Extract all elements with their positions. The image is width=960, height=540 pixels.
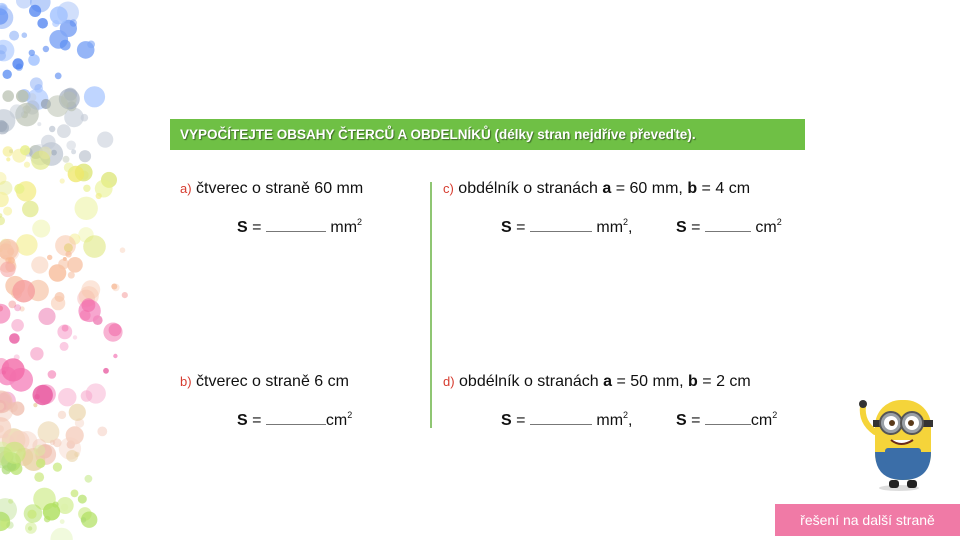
bubble bbox=[77, 41, 95, 59]
equals: = bbox=[686, 412, 705, 429]
comma: , bbox=[628, 412, 633, 429]
answer-blank-mm[interactable] bbox=[530, 412, 592, 425]
unit: mm bbox=[596, 412, 624, 429]
side-a-label: a bbox=[602, 180, 612, 197]
unit: cm bbox=[755, 219, 777, 236]
bubble bbox=[58, 259, 69, 270]
equals: = bbox=[511, 412, 530, 429]
bubble bbox=[24, 162, 30, 168]
bubble bbox=[2, 358, 25, 381]
bubble bbox=[64, 163, 74, 173]
bubble bbox=[43, 503, 60, 520]
equals: = bbox=[247, 412, 266, 429]
unit-exponent: 2 bbox=[623, 217, 629, 227]
unit-exponent: 2 bbox=[772, 410, 778, 420]
bubble bbox=[109, 324, 122, 337]
bubble bbox=[50, 440, 55, 445]
bubble bbox=[29, 50, 35, 56]
bubble bbox=[66, 426, 84, 444]
side-b-label: b bbox=[687, 180, 698, 197]
bubble bbox=[112, 284, 120, 292]
bubble bbox=[66, 450, 78, 462]
bubble bbox=[67, 257, 83, 273]
instruction-banner: VYPOČÍTEJTE OBSAHY ČTERCŮ A OBDELNÍKŮ (délky stran nejdříve převeďte). bbox=[170, 119, 805, 150]
unit: cm bbox=[750, 412, 773, 429]
bubble bbox=[50, 6, 68, 24]
bubble bbox=[3, 70, 12, 79]
minion-illustration bbox=[855, 392, 940, 492]
bubble bbox=[12, 280, 35, 303]
answer-blank[interactable] bbox=[266, 219, 326, 232]
equals: = bbox=[511, 219, 530, 236]
bubble bbox=[16, 90, 29, 103]
bubble bbox=[48, 370, 57, 379]
task-b bbox=[180, 373, 349, 391]
bubble bbox=[30, 347, 43, 360]
bubble bbox=[51, 150, 57, 156]
bubble bbox=[86, 383, 106, 403]
bubble bbox=[37, 122, 41, 126]
bubble bbox=[3, 207, 12, 216]
bubble bbox=[6, 521, 13, 528]
bubble bbox=[33, 385, 53, 405]
bubble bbox=[60, 40, 71, 51]
bubble bbox=[62, 325, 69, 332]
answer-blank-mm[interactable] bbox=[530, 219, 592, 232]
bubble bbox=[97, 427, 107, 437]
bubble bbox=[81, 280, 100, 299]
task-text: čtverec o straně 60 mm bbox=[196, 180, 364, 197]
task-letter: a) bbox=[180, 181, 192, 196]
bubble bbox=[8, 257, 15, 264]
bubble bbox=[11, 319, 24, 332]
bubble bbox=[0, 262, 16, 278]
bubble bbox=[33, 403, 37, 407]
bubble bbox=[14, 304, 21, 311]
bubble bbox=[30, 77, 43, 90]
bubble bbox=[78, 495, 87, 504]
bubble-decoration bbox=[0, 0, 150, 540]
bubble bbox=[22, 201, 39, 218]
bubble bbox=[83, 185, 90, 192]
bubble bbox=[36, 459, 45, 468]
bubble bbox=[65, 251, 71, 257]
bubble bbox=[60, 519, 65, 524]
bubble bbox=[14, 184, 24, 194]
comma: , bbox=[628, 219, 633, 236]
answer-a bbox=[237, 217, 362, 237]
bubble bbox=[81, 517, 87, 523]
bubble bbox=[37, 18, 48, 29]
bubble bbox=[80, 310, 91, 321]
bubble bbox=[53, 463, 62, 472]
bubble bbox=[28, 54, 40, 66]
bubble bbox=[79, 150, 91, 162]
bubble bbox=[70, 19, 77, 26]
task-a bbox=[180, 180, 363, 198]
unit-exponent: 2 bbox=[357, 217, 363, 227]
task-letter: b) bbox=[180, 374, 192, 389]
bubble bbox=[71, 490, 79, 498]
bubble bbox=[103, 368, 109, 374]
bubble bbox=[66, 141, 76, 151]
bubble bbox=[10, 104, 24, 118]
bubble bbox=[25, 522, 37, 534]
bubble bbox=[55, 235, 76, 256]
bubble bbox=[49, 126, 55, 132]
bubble bbox=[2, 90, 14, 102]
bubble bbox=[55, 73, 62, 80]
bubble bbox=[6, 157, 10, 161]
task-text: čtverec o straně 6 cm bbox=[196, 373, 349, 390]
answer-d bbox=[501, 410, 632, 430]
bubble bbox=[69, 404, 86, 421]
bubble bbox=[85, 475, 93, 483]
bubble bbox=[34, 472, 44, 482]
task-d bbox=[443, 373, 751, 391]
bubble bbox=[43, 46, 49, 52]
bubble bbox=[83, 235, 106, 258]
bubble bbox=[75, 197, 98, 220]
task-letter: d) bbox=[443, 374, 455, 389]
bubble bbox=[82, 298, 96, 312]
area-label: S bbox=[676, 412, 687, 429]
side-a-value: = 60 mm, bbox=[611, 180, 688, 197]
area-label: S bbox=[237, 412, 248, 429]
task-c bbox=[443, 180, 750, 198]
bubble bbox=[22, 32, 28, 38]
bubble bbox=[9, 31, 19, 41]
bubble bbox=[81, 114, 89, 122]
bubble bbox=[29, 5, 41, 17]
unit-exponent: 2 bbox=[776, 217, 782, 227]
area-label: S bbox=[237, 219, 248, 236]
bubble bbox=[0, 216, 5, 225]
bubble bbox=[122, 292, 128, 298]
answer-b bbox=[237, 410, 352, 430]
bubble bbox=[84, 86, 105, 107]
bubble bbox=[97, 132, 113, 148]
side-b-value: = 2 cm bbox=[697, 373, 751, 390]
answer-blank[interactable] bbox=[266, 412, 326, 425]
area-label: S bbox=[676, 219, 687, 236]
unit: mm bbox=[596, 219, 624, 236]
task-text: obdélník o stranách bbox=[458, 180, 603, 197]
bubble bbox=[63, 156, 70, 163]
bubble bbox=[60, 178, 65, 183]
equals: = bbox=[686, 219, 705, 236]
bubble bbox=[32, 220, 50, 238]
unit: cm bbox=[325, 412, 348, 429]
bubble bbox=[68, 272, 75, 279]
equals: = bbox=[247, 219, 266, 236]
side-a-label: a bbox=[603, 373, 613, 390]
side-b-value: = 4 cm bbox=[697, 180, 751, 197]
bubble bbox=[4, 442, 26, 464]
bubble bbox=[47, 255, 52, 260]
bubble bbox=[3, 146, 14, 157]
answer-blank-cm[interactable] bbox=[705, 412, 751, 425]
area-label: S bbox=[501, 412, 512, 429]
bubble bbox=[57, 124, 71, 138]
bubble bbox=[27, 510, 36, 519]
bubble bbox=[16, 0, 32, 9]
bubble bbox=[50, 528, 72, 540]
bubble bbox=[0, 498, 17, 521]
bubble bbox=[95, 180, 113, 198]
bubble bbox=[58, 388, 76, 406]
answer-c-cm bbox=[676, 217, 782, 237]
bubble bbox=[34, 445, 45, 456]
bubble bbox=[39, 147, 52, 160]
answer-blank-cm[interactable] bbox=[705, 219, 751, 232]
unit-exponent: 2 bbox=[347, 410, 353, 420]
bubble bbox=[9, 333, 20, 344]
bubble bbox=[28, 93, 36, 101]
bubble bbox=[61, 92, 77, 108]
bubble bbox=[60, 342, 69, 351]
side-b-label: b bbox=[688, 373, 698, 390]
bubble bbox=[51, 296, 65, 310]
task-letter: c) bbox=[443, 181, 454, 196]
bubble bbox=[113, 354, 117, 358]
bubble bbox=[120, 247, 126, 253]
side-a-value: = 50 mm, bbox=[612, 373, 689, 390]
bubble bbox=[0, 304, 10, 324]
unit-exponent: 2 bbox=[623, 410, 629, 420]
answer-d-cm bbox=[676, 410, 777, 430]
bubble bbox=[20, 145, 30, 155]
area-label: S bbox=[501, 219, 512, 236]
solution-next-page-button[interactable]: řešení na další straně bbox=[775, 504, 960, 536]
answer-c bbox=[501, 217, 632, 237]
task-text: obdélník o stranách bbox=[459, 373, 604, 390]
unit: mm bbox=[330, 219, 358, 236]
bubble bbox=[12, 58, 23, 69]
bubble bbox=[58, 411, 66, 419]
bubble bbox=[73, 335, 77, 339]
bubble bbox=[38, 308, 55, 325]
bubble bbox=[31, 256, 48, 273]
column-divider bbox=[430, 182, 432, 428]
